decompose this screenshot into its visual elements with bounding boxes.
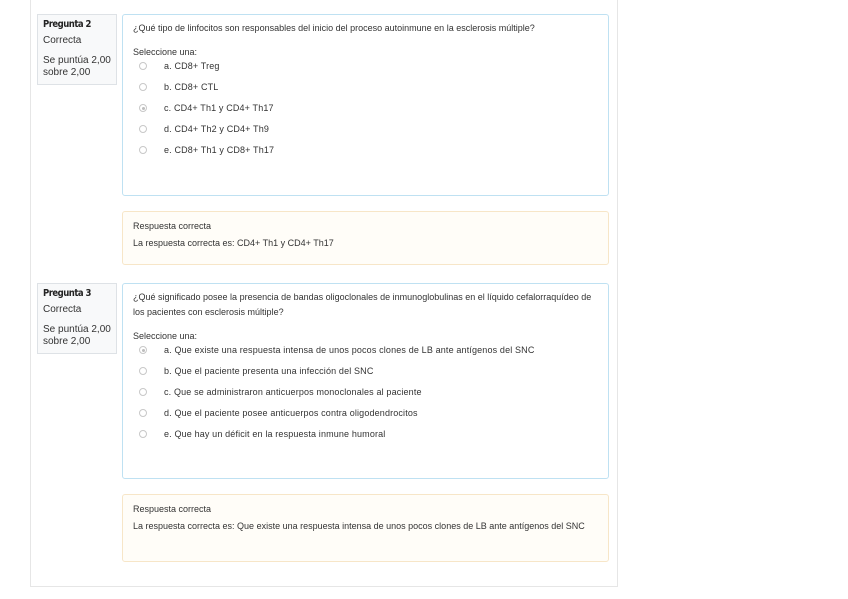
answer-option[interactable] <box>133 365 596 378</box>
answer-option[interactable] <box>133 102 596 115</box>
question-text: ¿Qué significado posee la presencia de bandas oligoclonales de inmunoglobulinas en el líquido cefalorraquídeo de los pacientes con esclerosis múltiple? <box>133 292 592 317</box>
answer-prompt: Seleccione una: <box>133 47 198 57</box>
radio-button[interactable] <box>139 409 147 417</box>
radio-button-checked[interactable] <box>139 104 147 112</box>
question-info-2 <box>37 14 117 85</box>
question-grade: Se puntúa 2,00 sobre 2,00 <box>43 324 111 347</box>
answer-option[interactable] <box>133 144 596 157</box>
answer-label: b. Que el paciente presenta una infección del SNC <box>164 366 374 376</box>
radio-button[interactable] <box>139 62 147 70</box>
question-grade: Se puntúa 2,00 sobre 2,00 <box>43 55 111 78</box>
feedback-text: La respuesta correcta es: CD4+ Th1 y CD4+ Th17 <box>133 238 334 248</box>
feedback-text: La respuesta correcta es: Que existe una respuesta intensa de unos pocos clones de LB ante antígenos del SNC <box>133 521 585 531</box>
answer-label: e. CD8+ Th1 y CD8+ Th17 <box>164 145 275 155</box>
radio-button[interactable] <box>139 430 147 438</box>
question-formulation-2 <box>122 14 609 196</box>
question-state: Correcta <box>43 304 82 315</box>
feedback-title: Respuesta correcta <box>133 504 212 514</box>
question-number: Pregunta 3 <box>43 288 91 299</box>
answer-option[interactable] <box>133 386 596 399</box>
answer-label: e. Que hay un déficit en la respuesta inmune humoral <box>164 429 386 439</box>
question-feedback-2 <box>122 211 609 265</box>
question-info-3 <box>37 283 117 354</box>
radio-button[interactable] <box>139 388 147 396</box>
radio-button-checked[interactable] <box>139 346 147 354</box>
answer-label: a. CD8+ Treg <box>164 61 220 71</box>
radio-button[interactable] <box>139 146 147 154</box>
answer-label: a. Que existe una respuesta intensa de unos pocos clones de LB ante antígenos del SNC <box>164 345 535 355</box>
radio-button[interactable] <box>139 83 147 91</box>
question-state: Correcta <box>43 35 82 46</box>
answer-label: b. CD8+ CTL <box>164 82 219 92</box>
question-feedback-3 <box>122 494 609 562</box>
question-number: Pregunta 2 <box>43 19 91 30</box>
radio-button[interactable] <box>139 125 147 133</box>
answer-option[interactable] <box>133 60 596 73</box>
answer-option[interactable] <box>133 344 596 357</box>
answer-label: c. Que se administraron anticuerpos monoclonales al paciente <box>164 387 422 397</box>
answer-label: c. CD4+ Th1 y CD4+ Th17 <box>164 103 274 113</box>
answer-option[interactable] <box>133 428 596 441</box>
answer-option[interactable] <box>133 407 596 420</box>
answer-option[interactable] <box>133 81 596 94</box>
feedback-title: Respuesta correcta <box>133 221 212 231</box>
radio-button[interactable] <box>139 367 147 375</box>
answer-list <box>133 60 596 157</box>
question-text: ¿Qué tipo de linfocitos son responsables del inicio del proceso autoinmune en la esclerosis múltiple? <box>133 23 535 33</box>
answer-prompt: Seleccione una: <box>133 331 198 341</box>
answer-label: d. CD4+ Th2 y CD4+ Th9 <box>164 124 270 134</box>
answer-option[interactable] <box>133 123 596 136</box>
answer-list <box>133 344 596 441</box>
answer-label: d. Que el paciente posee anticuerpos contra oligodendrocitos <box>164 408 418 418</box>
question-formulation-3 <box>122 283 609 479</box>
